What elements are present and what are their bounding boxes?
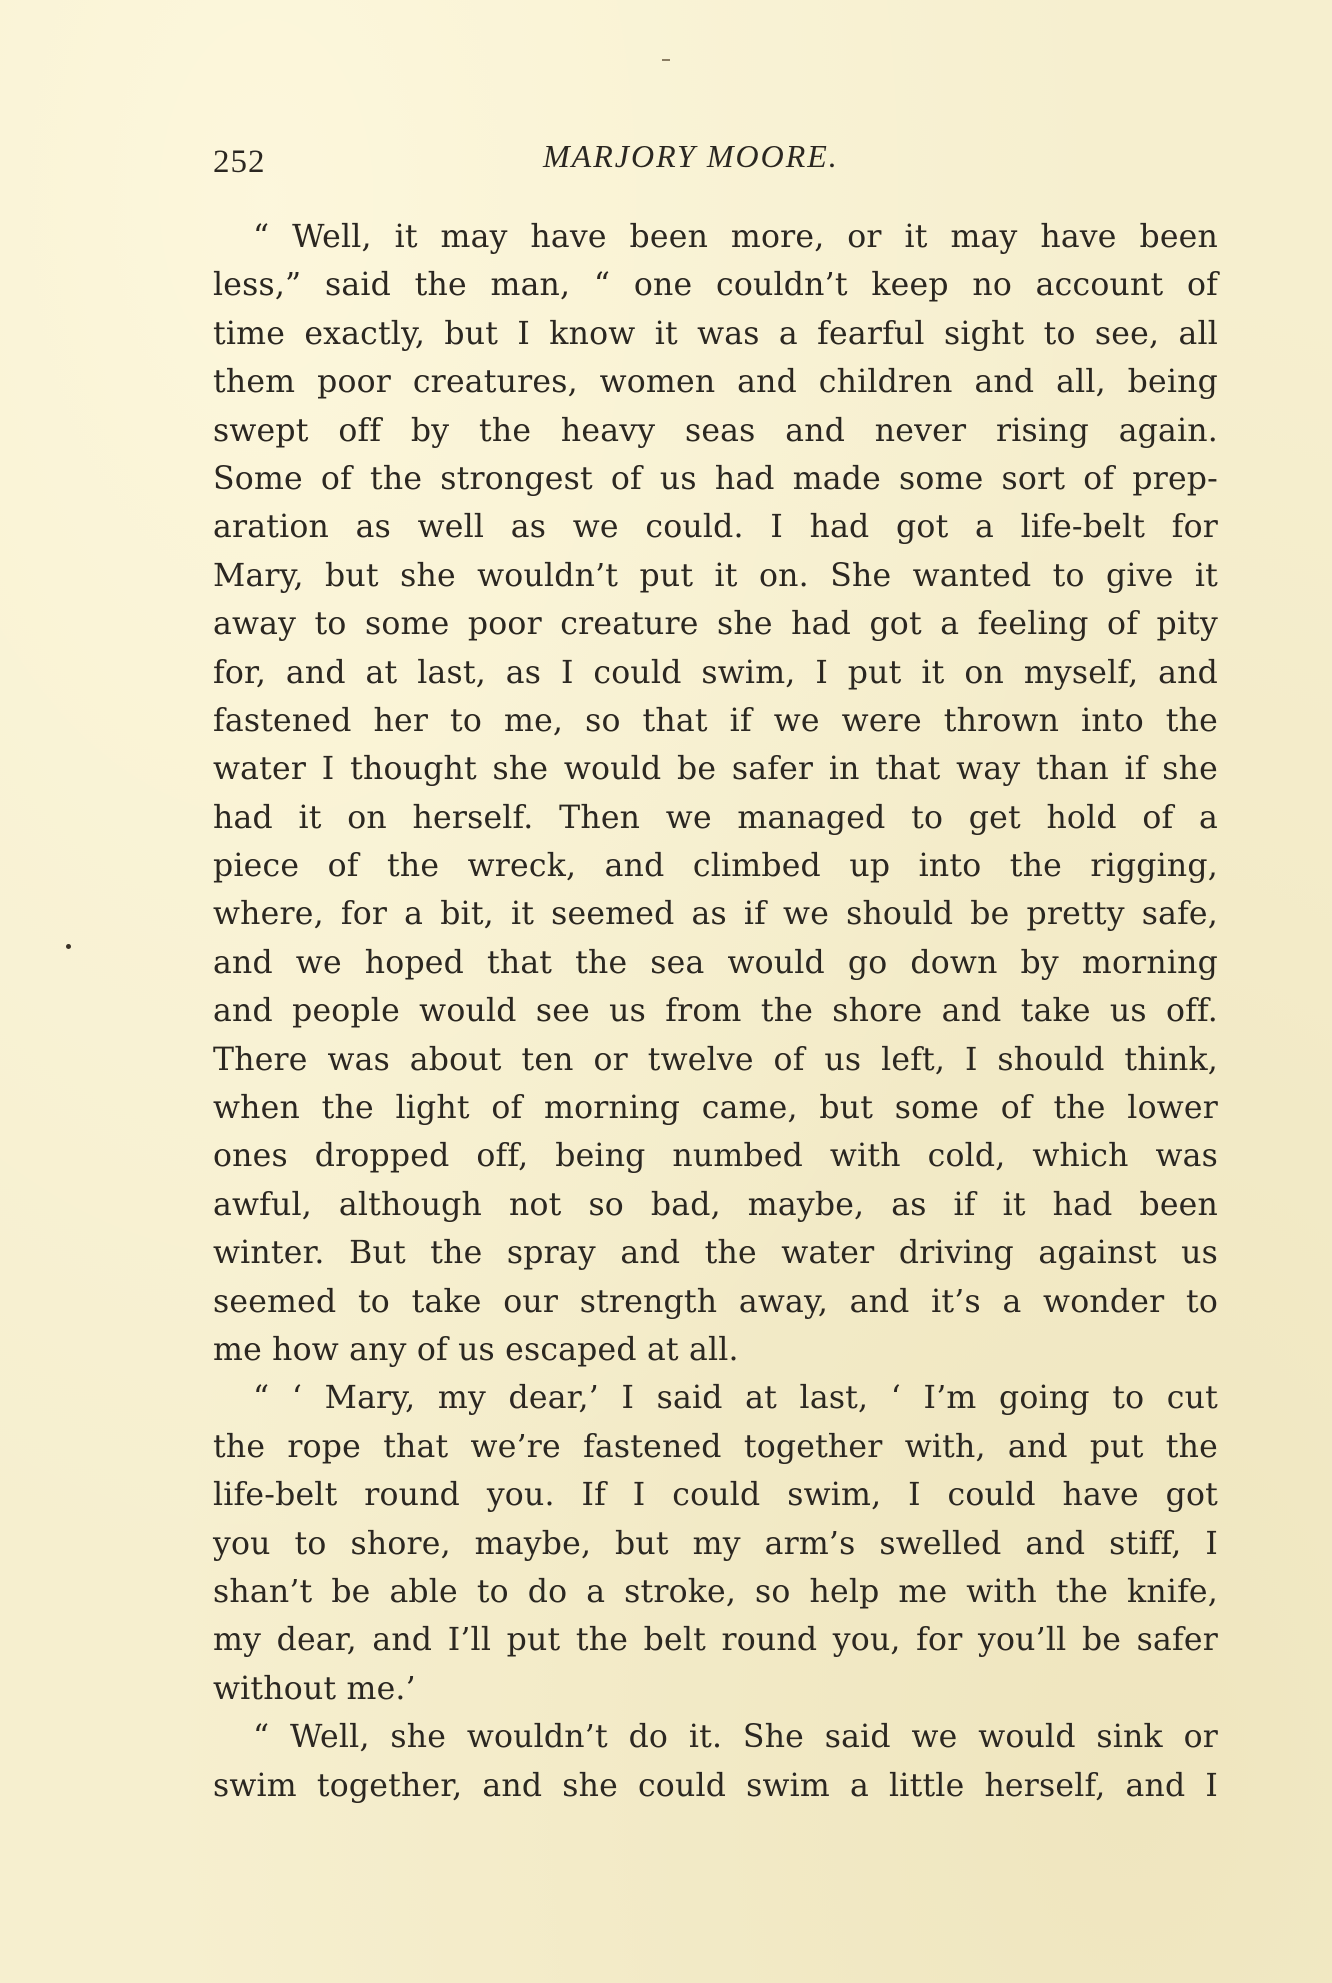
running-title: MARJORY MOORE. bbox=[543, 138, 839, 174]
running-head bbox=[213, 138, 1218, 188]
text-line: time exactly, but I know it was a fearful sight to see, all bbox=[213, 315, 1218, 352]
page-number: 252 bbox=[213, 144, 266, 180]
text-line: swept off by the heavy seas and never rising again. bbox=[213, 412, 1218, 449]
text-line: without me.’ bbox=[213, 1670, 416, 1707]
text-line: “ Well, she wouldn’t do it. She said we would sink or bbox=[253, 1719, 1218, 1756]
text-line: them poor creatures, women and children and all, being bbox=[213, 364, 1218, 401]
text-line: Mary, but she wouldn’t put it on. She wanted to give it bbox=[213, 557, 1218, 594]
text-line: less,” said the man, “ one couldn’t keep no account of bbox=[213, 267, 1218, 304]
text-line: piece of the wreck, and climbed up into the rigging, bbox=[213, 848, 1218, 885]
text-line: and we hoped that the sea would go down by morning bbox=[213, 944, 1218, 981]
text-line: and people would see us from the shore and take us off. bbox=[213, 993, 1218, 1030]
text-line: my dear, and I’ll put the belt round you, for you’ll be safer bbox=[213, 1622, 1218, 1659]
text-line: you to shore, maybe, but my arm’s swelled and stiff, I bbox=[213, 1525, 1218, 1562]
text-line: Some of the strongest of us had made some sort of prep- bbox=[213, 460, 1218, 497]
text-line: where, for a bit, it seemed as if we should be pretty safe, bbox=[213, 896, 1218, 933]
text-line: “ ‘ Mary, my dear,’ I said at last, ‘ I’m going to cut bbox=[253, 1380, 1218, 1417]
text-line: life-belt round you. If I could swim, I could have got bbox=[213, 1477, 1218, 1514]
text-line: away to some poor creature she had got a feeling of pity bbox=[213, 606, 1218, 643]
text-line: There was about ten or twelve of us left, I should think, bbox=[213, 1041, 1218, 1078]
text-line: seemed to take our strength away, and it’s a wonder to bbox=[213, 1283, 1218, 1320]
text-line: swim together, and she could swim a little herself, and I bbox=[213, 1767, 1218, 1804]
text-line: for, and at last, as I could swim, I put it on myself, and bbox=[213, 654, 1218, 691]
text-line: the rope that we’re fastened together with, and put the bbox=[213, 1428, 1218, 1465]
text-line: when the light of morning came, but some of the lower bbox=[213, 1090, 1218, 1127]
ink-mark bbox=[662, 59, 670, 61]
text-line: fastened her to me, so that if we were thrown into the bbox=[213, 702, 1218, 739]
body-text bbox=[213, 213, 1218, 1810]
text-line: shan’t be able to do a stroke, so help me with the knife, bbox=[213, 1573, 1218, 1610]
text-line: “ Well, it may have been more, or it may have been bbox=[253, 219, 1218, 255]
text-line: had it on herself. Then we managed to get hold of a bbox=[213, 799, 1218, 836]
text-line: awful, although not so bad, maybe, as if it had been bbox=[213, 1186, 1218, 1223]
text-line: aration as well as we could. I had got a life-belt for bbox=[213, 509, 1218, 546]
text-line: water I thought she would be safer in that way than if she bbox=[213, 751, 1218, 788]
text-line: ones dropped off, being numbed with cold, which was bbox=[213, 1138, 1218, 1175]
ink-speck bbox=[66, 944, 71, 949]
text-line: winter. But the spray and the water driving against us bbox=[213, 1235, 1218, 1272]
text-line: me how any of us escaped at all. bbox=[213, 1331, 739, 1368]
